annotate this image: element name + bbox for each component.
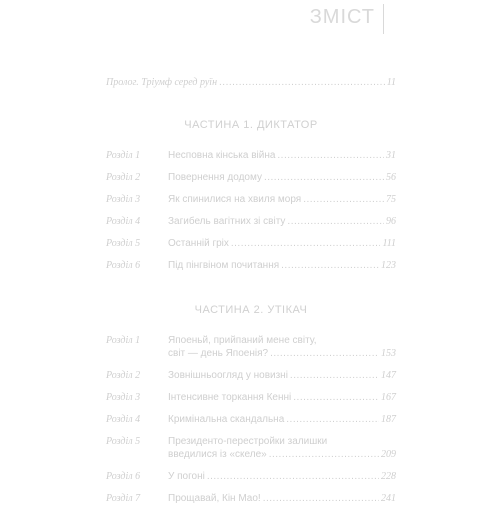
prologue-title: Пролог. Тріумф серед руїн	[106, 77, 218, 88]
toc-entry[interactable]	[106, 369, 396, 382]
dot-leader	[277, 149, 384, 162]
page-number: 187	[381, 414, 396, 425]
toc-entry[interactable]	[106, 334, 396, 360]
page-number: 147	[381, 370, 396, 381]
dot-leader	[231, 237, 381, 250]
chapter-title: У погоні	[168, 471, 205, 482]
page-number: 31	[386, 150, 396, 161]
dot-leader	[290, 369, 379, 382]
chapter-title-line-1: Япоеньй, прийпаний мене світу,	[168, 335, 317, 346]
chapter-label: Розділ 6	[106, 471, 141, 482]
chapter-title: Загибель вагітних зі світу	[168, 216, 286, 227]
chapter-title: Останній гріх	[168, 238, 229, 249]
dot-leader	[219, 76, 385, 89]
chapter-title: Кримінальна скандальна	[168, 414, 285, 425]
chapter-title: Інтенсивне торкання Кенні	[168, 392, 292, 403]
dot-leader	[269, 448, 379, 461]
page-number: 167	[381, 392, 396, 403]
page-number: 123	[381, 260, 396, 271]
toc-entry[interactable]	[106, 215, 396, 228]
contents-header	[310, 4, 384, 34]
page-number: 75	[386, 194, 396, 205]
page-number: 241	[381, 493, 396, 504]
toc-entry[interactable]	[106, 149, 396, 162]
chapter-label: Розділ 5	[106, 238, 141, 249]
chapter-title: Повернення додому	[168, 172, 262, 183]
dot-leader	[264, 171, 384, 184]
page-number: 209	[381, 449, 396, 460]
header-divider	[383, 4, 384, 34]
page-number: 153	[381, 348, 396, 359]
part-heading-1: ЧАСТИНА 1. ДИКТАТОР	[184, 119, 318, 131]
chapter-title: Прощавай, Кін Мао!	[168, 493, 261, 504]
chapter-label: Розділ 6	[106, 260, 141, 271]
chapter-label: Розділ 1	[106, 335, 141, 346]
toc-entry[interactable]	[106, 492, 396, 505]
toc-entry[interactable]	[106, 237, 396, 250]
chapter-label: Розділ 1	[106, 150, 141, 161]
dot-leader	[287, 215, 384, 228]
chapter-title: Несповна кінська війна	[168, 150, 276, 161]
chapter-label: Розділ 2	[106, 172, 141, 183]
chapter-label: Розділ 7	[106, 493, 141, 504]
toc-entry[interactable]	[106, 470, 396, 483]
chapter-label: Розділ 4	[106, 216, 141, 227]
chapter-title: Під пінгвіном почитання	[168, 260, 280, 271]
dot-leader	[281, 259, 379, 272]
toc-entry-prologue[interactable]	[106, 76, 396, 89]
chapter-label: Розділ 3	[106, 392, 141, 403]
dot-leader	[303, 193, 384, 206]
dot-leader	[293, 391, 379, 404]
chapter-label: Розділ 2	[106, 370, 141, 381]
chapter-title: введилися із «скеле»	[168, 449, 267, 460]
dot-leader	[207, 470, 379, 483]
chapter-title: Зовнішньоогляд у новизні	[168, 370, 288, 381]
part-1-chapters	[106, 149, 396, 272]
dot-leader	[263, 492, 379, 505]
dot-leader	[286, 413, 379, 426]
dot-leader	[270, 347, 379, 360]
part-2-chapters	[106, 334, 396, 505]
page-title: ЗМІСТ	[309, 6, 375, 28]
toc-entry[interactable]	[106, 171, 396, 184]
chapter-label: Розділ 4	[106, 414, 141, 425]
page-number: 56	[386, 172, 396, 183]
page-number: 228	[381, 471, 396, 482]
toc-entry[interactable]	[106, 435, 396, 461]
page-number: 96	[386, 216, 396, 227]
part-heading-2: ЧАСТИНА 2. УТІКАЧ	[194, 304, 308, 316]
chapter-title: світ — день Япоенія?	[168, 348, 269, 359]
toc-entry[interactable]	[106, 193, 396, 206]
page-number: 111	[382, 238, 396, 249]
chapter-label: Розділ 5	[106, 436, 141, 447]
page-number: 11	[386, 77, 396, 88]
chapter-label: Розділ 3	[106, 194, 141, 205]
table-of-contents	[106, 76, 396, 505]
toc-entry[interactable]	[106, 413, 396, 426]
chapter-title-line-1: Президенто-перестройки залишки	[168, 436, 328, 447]
toc-entry[interactable]	[106, 391, 396, 404]
toc-entry[interactable]	[106, 259, 396, 272]
chapter-title: Як спинилися на хвиля моря	[168, 194, 302, 205]
